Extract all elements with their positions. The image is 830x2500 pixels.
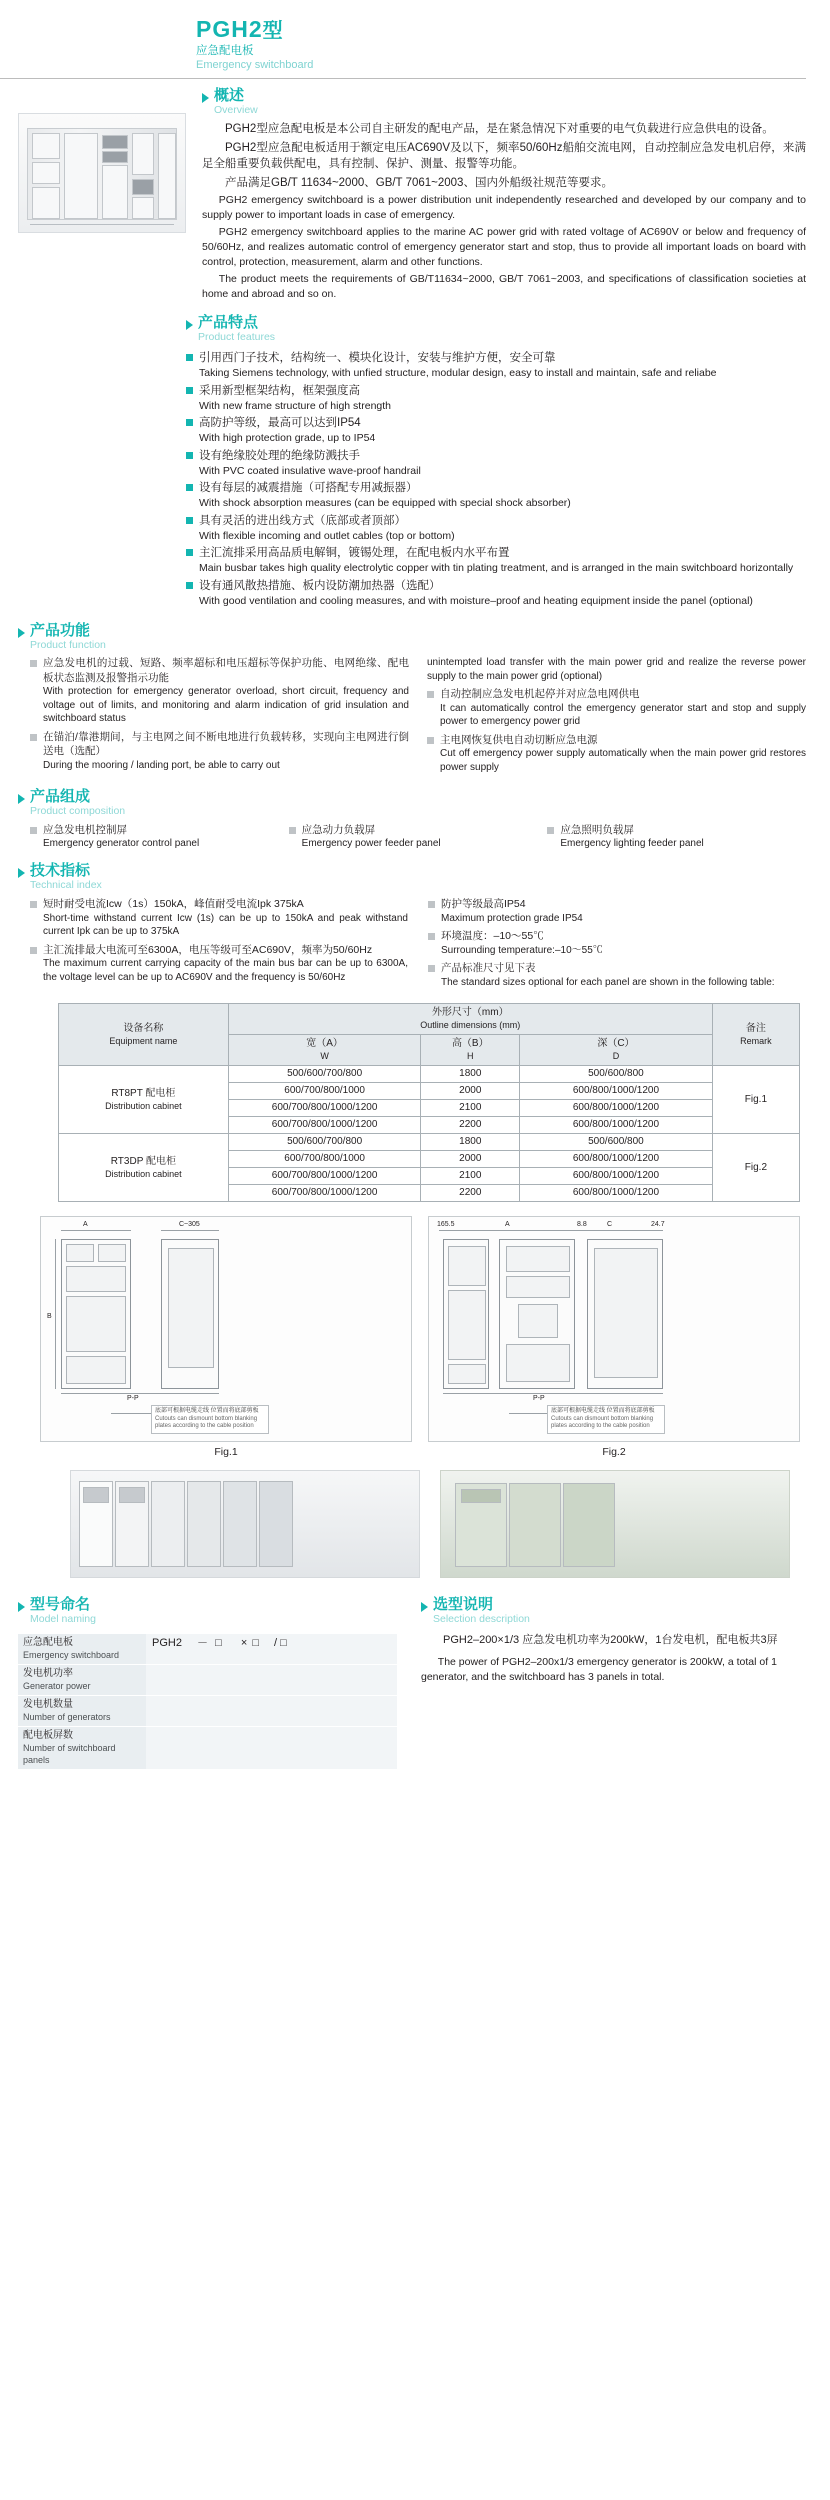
square-bullet-icon <box>427 737 434 744</box>
header-width-en: W <box>320 1051 329 1061</box>
table-row <box>59 1134 800 1151</box>
fig2-dim-mid: 8.8 <box>577 1221 587 1228</box>
fig1-panel-cell <box>66 1266 126 1292</box>
model-sep-1: － <box>197 1637 209 1649</box>
feature-label-cn: 设有通风散热措施、板内设防潮加热器（选配） <box>199 579 441 592</box>
feature-label-cn: 高防护等级，最高可以达到IP54 <box>199 417 361 429</box>
overview-paragraph-en: PGH2 emergency switchboard is a power distribution unit independently researched and developed by our company and to supply power to important loads in case of emergency. <box>202 194 806 221</box>
features-title-en: Product features <box>198 331 276 343</box>
fig2-dim-left: 165.5 <box>437 1221 455 1228</box>
fig2-side-body <box>594 1248 658 1378</box>
model-label <box>18 1696 146 1726</box>
model-label-cn: 发电机功率 <box>23 1668 73 1679</box>
model-label-cn: 应急配电板 <box>23 1637 73 1648</box>
feature-item <box>186 480 806 511</box>
photo-panel <box>509 1483 561 1567</box>
composition-item <box>30 823 289 850</box>
fig1-note <box>151 1405 269 1434</box>
cell-width: 500/600/700/800 <box>228 1134 421 1151</box>
square-bullet-icon <box>30 734 37 741</box>
model-naming-table <box>18 1634 397 1770</box>
feature-item <box>186 545 806 576</box>
header-width-cn: 宽（A） <box>306 1038 343 1049</box>
product-photo-column <box>18 87 194 304</box>
fig1-dim-line-bottom <box>61 1393 219 1394</box>
photo-panel <box>259 1481 293 1567</box>
cell-width: 600/700/800/1000 <box>228 1151 421 1168</box>
fig2-panel-cell <box>506 1246 570 1272</box>
equipment-name-en: Distribution cabinet <box>105 1100 182 1111</box>
photo-instrument <box>83 1487 109 1503</box>
fig1-dim-b: B <box>47 1313 52 1320</box>
model-box-3: □ <box>280 1637 287 1649</box>
square-bullet-icon <box>289 827 296 834</box>
product-photos-row <box>0 1458 830 1578</box>
composition-label-en: Emergency power feeder panel <box>301 838 441 849</box>
composition-label-en: Emergency lighting feeder panel <box>560 838 704 849</box>
model-naming-heading <box>18 1596 397 1626</box>
table-header-outline <box>228 1004 712 1035</box>
photo-panel <box>151 1481 185 1567</box>
technical-item <box>30 897 408 939</box>
page-title-model: PGH2 <box>196 16 263 42</box>
model-label-en: Generator power <box>23 1681 91 1691</box>
fig1-dim-line-depth <box>161 1230 219 1231</box>
model-naming-column <box>18 1596 397 1770</box>
feature-label-cn: 具有灵活的进出线方式（底部或者顶部） <box>199 514 406 527</box>
overview-heading <box>202 87 806 117</box>
fig1-dim-a: A <box>83 1221 88 1228</box>
fig1-caption: Fig.1 <box>214 1446 238 1458</box>
cell-height: 2000 <box>421 1083 520 1100</box>
header-outline-en: Outline dimensions (mm) <box>420 1020 521 1030</box>
features-heading <box>186 314 806 344</box>
technical-label-en: Short-time withstand current Icw (1s) can be up to 150kA and peak withstand current Ipk can be up to 375kA <box>43 912 408 937</box>
composition-item <box>289 823 548 850</box>
overview-paragraph: PGH2型应急配电板适用于额定电压AC690V及以下，频率50/60Hz船舶交流电网，自动控制应急发电机启停，来满足全船重要负载供配电，具有控制、保护、测量、报警等功能。 <box>202 141 806 170</box>
cell-remark: Fig.2 <box>712 1134 799 1202</box>
fig2-dim-line-top <box>439 1230 663 1231</box>
fig1-note-cn: 底部可根据电缆走线 位置而将底部剪板 <box>155 1408 259 1414</box>
fig1-panel-cell <box>66 1244 94 1262</box>
photo-panel-cell <box>132 197 154 219</box>
row-equipment-name <box>59 1134 229 1202</box>
table-header-row <box>59 1004 800 1035</box>
square-bullet-icon <box>427 691 434 698</box>
feature-item <box>186 415 806 446</box>
model-box-2: □ <box>252 1637 259 1649</box>
function-item <box>30 656 409 726</box>
table-header-width <box>228 1035 421 1066</box>
photo-instrument <box>102 135 128 149</box>
fig2-panel-cell <box>506 1344 570 1382</box>
equipment-name-en: Distribution cabinet <box>105 1168 182 1179</box>
photo-instrument <box>102 151 128 163</box>
fig2-side-view <box>587 1239 663 1389</box>
model-row <box>18 1634 397 1665</box>
feature-label-en: With shock absorption measures (can be equipped with special shock absorber) <box>199 497 571 509</box>
table-header-height <box>421 1035 520 1066</box>
function-right-column <box>427 656 806 778</box>
header-remark-en: Remark <box>740 1035 772 1046</box>
fig2-dim-line-bottom <box>443 1393 663 1394</box>
feature-item <box>186 513 806 544</box>
composition-item <box>547 823 806 850</box>
photo-divider <box>30 224 174 225</box>
square-bullet-icon <box>186 387 193 394</box>
table-header-depth <box>520 1035 713 1066</box>
page-header <box>0 0 806 79</box>
fig1-panel-cell <box>98 1244 126 1262</box>
technical-title-en: Technical index <box>30 879 102 891</box>
function-title-en: Product function <box>30 639 106 651</box>
model-box-1: □ <box>215 1637 222 1649</box>
square-bullet-icon <box>30 827 37 834</box>
header-height-cn: 高（B） <box>451 1038 489 1049</box>
technical-label-en: Maximum protection grade IP54 <box>441 912 583 924</box>
square-bullet-icon <box>186 484 193 491</box>
fig1-panel-louver <box>66 1356 126 1384</box>
function-left-column <box>30 656 409 778</box>
photo-instrument <box>132 179 154 195</box>
fig1-note-en: Cutouts can dismount bottom blanking plates according to the cable position <box>155 1415 258 1429</box>
function-label-cn: 在锚泊/靠港期间，与主电网之间不断电地进行负载转移，实现向主电网进行倒送电（选配） <box>43 730 409 757</box>
photo-panel-cell <box>64 133 98 219</box>
drawing-fig2 <box>428 1216 800 1442</box>
overview-text-column <box>194 87 806 304</box>
cell-width: 600/700/800/1000/1200 <box>228 1168 421 1185</box>
technical-title-cn: 技术指标 <box>30 862 91 879</box>
overview-paragraph: PGH2型应急配电板是本公司自主研发的配电产品，是在紧急情况下对重要的电气负载进行应急供电的设备。 <box>225 123 774 135</box>
cell-depth: 600/800/1000/1200 <box>520 1151 713 1168</box>
fig2-panel-cell <box>448 1246 486 1286</box>
product-photo-body <box>27 128 177 220</box>
function-item <box>427 687 806 729</box>
cell-depth: 600/800/1000/1200 <box>520 1168 713 1185</box>
fig1-front-view <box>61 1239 131 1389</box>
function-label-en: With protection for emergency generator overload, short circuit, frequency and voltage out of limits, and monitoring and alarm indication of grid insulation and switchboard status <box>43 686 409 724</box>
selection-column <box>421 1596 800 1770</box>
cell-depth: 600/800/1000/1200 <box>520 1117 713 1134</box>
function-label-cn: 主电网恢复供电自动切断应急电源 <box>440 733 598 746</box>
square-bullet-icon <box>186 549 193 556</box>
photo-switchboard-green <box>440 1470 790 1578</box>
photo-panel-cell <box>32 133 60 159</box>
feature-label-en: Main busbar takes high quality electrolytic copper with tin plating treatment, and is arranged in the main switchboard horizontally <box>199 562 794 574</box>
page-subtitle <box>196 44 806 72</box>
model-value <box>146 1727 397 1769</box>
composition-title-cn: 产品组成 <box>30 788 91 805</box>
model-label-cn: 发电机数量 <box>23 1699 73 1710</box>
fig2-section-label: P-P <box>533 1395 545 1402</box>
composition-title-en: Product composition <box>30 805 126 817</box>
model-label-cn: 配电板屏数 <box>23 1730 73 1741</box>
fig2-left-view <box>443 1239 489 1389</box>
fig1-dim-line-left <box>55 1239 56 1389</box>
photo-instrument <box>461 1489 501 1503</box>
fig2-note-en: Cutouts can dismount bottom blanking plates according to the cable position <box>551 1415 654 1429</box>
technical-label-cn: 防护等级最高IP54 <box>441 898 526 910</box>
composition-label-cn: 应急动力负载屏 <box>301 824 376 836</box>
technical-item <box>30 943 408 985</box>
fig1-side-body <box>168 1248 214 1368</box>
selection-title-cn: 选型说明 <box>433 1596 494 1613</box>
page-title <box>196 14 283 43</box>
triangle-icon <box>18 1602 25 1612</box>
feature-label-cn: 引用西门子技术，结构统一、模块化设计，安装与维护方便，安全可靠 <box>199 352 556 364</box>
model-value <box>146 1696 397 1726</box>
function-section <box>0 610 830 778</box>
cell-width: 600/700/800/1000/1200 <box>228 1100 421 1117</box>
composition-label-cn: 应急发电机控制屏 <box>43 824 127 836</box>
header-depth-en: D <box>612 1051 620 1061</box>
triangle-icon <box>18 628 25 638</box>
square-bullet-icon <box>186 354 193 361</box>
cell-width: 600/700/800/1000/1200 <box>228 1185 421 1202</box>
technical-item <box>428 897 806 925</box>
function-item-continued <box>427 656 806 683</box>
features-section <box>0 304 830 608</box>
model-row <box>18 1696 397 1727</box>
triangle-icon <box>202 93 209 103</box>
triangle-icon <box>421 1602 428 1612</box>
photo-switchboard-grey <box>70 1470 420 1578</box>
photo-panel <box>223 1481 257 1567</box>
model-row <box>18 1665 397 1696</box>
technical-item <box>428 929 806 957</box>
cell-height: 2200 <box>421 1185 520 1202</box>
square-bullet-icon <box>30 660 37 667</box>
cell-height: 2100 <box>421 1168 520 1185</box>
cell-depth: 500/600/800 <box>520 1066 713 1083</box>
drawing-fig1 <box>40 1216 412 1442</box>
dimensions-table-wrapper <box>0 993 830 1202</box>
overview-paragraph: 产品满足GB/T 11634~2000、GB/T 7061~2003、国内外船级社规范等要求。 <box>225 176 613 189</box>
fig2-panel-cell <box>448 1290 486 1360</box>
triangle-icon <box>18 794 25 804</box>
fig2-dim-right: 24.7 <box>651 1221 665 1228</box>
selection-title-en: Selection description <box>433 1613 530 1625</box>
feature-label-cn: 采用新型框架结构，框架强度高 <box>199 384 360 397</box>
composition-heading <box>18 788 806 818</box>
fig1-dim-line-top <box>61 1230 131 1231</box>
technical-left-column <box>30 897 408 993</box>
fig2-dim-a: A <box>505 1221 510 1228</box>
cell-width: 500/600/700/800 <box>228 1066 421 1083</box>
fig2-dim-c: C <box>607 1221 613 1228</box>
fig1-note-leader <box>111 1413 151 1414</box>
function-title-cn: 产品功能 <box>30 622 91 639</box>
model-sep-2: × <box>240 1637 248 1649</box>
model-naming-title-en: Model naming <box>30 1613 96 1625</box>
composition-label-en: Emergency generator control panel <box>43 838 200 849</box>
technical-label-cn: 主汇流排最大电流可至6300A，电压等级可至AC690V，频率为50/60Hz <box>43 943 373 956</box>
triangle-icon <box>186 320 193 330</box>
photo-panel-cell <box>102 165 128 219</box>
square-bullet-icon <box>428 901 435 908</box>
product-photo <box>18 113 186 233</box>
feature-item <box>186 578 806 609</box>
drawings-row <box>0 1202 830 1442</box>
fig2-front-view <box>499 1239 575 1389</box>
model-label-en: Number of switchboard panels <box>23 1743 116 1765</box>
model-label-en: Emergency switchboard <box>23 1650 120 1660</box>
photo-panel-cell <box>32 162 60 184</box>
square-bullet-icon <box>186 517 193 524</box>
feature-item <box>186 350 806 381</box>
cell-height: 1800 <box>421 1134 520 1151</box>
header-depth-cn: 深（C） <box>597 1038 635 1049</box>
cell-depth: 600/800/1000/1200 <box>520 1083 713 1100</box>
page-subtitle-en: Emergency switchboard <box>196 59 314 71</box>
feature-label-en: With high protection grade, up to IP54 <box>199 432 376 444</box>
equipment-name-cn: RT3DP 配电柜 <box>110 1155 176 1167</box>
model-label <box>18 1665 146 1695</box>
page-title-suffix: 型 <box>262 20 284 42</box>
photo-panel-cell <box>158 133 176 219</box>
technical-label-en: The standard sizes optional for each panel are shown in the following table: <box>441 976 775 988</box>
features-title-cn: 产品特点 <box>198 314 259 331</box>
technical-heading <box>18 862 806 892</box>
model-code-value <box>146 1634 397 1664</box>
photo-panel <box>187 1481 221 1567</box>
function-label-en: It can automatically control the emergency generator start and stop and supply power to emergency power grid <box>440 702 806 727</box>
photo-panel-cell <box>32 187 60 219</box>
composition-label-cn: 应急照明负载屏 <box>560 824 634 836</box>
fig1-dim-c: C~305 <box>179 1221 200 1228</box>
cell-width: 600/700/800/1000 <box>228 1083 421 1100</box>
feature-label-en: With good ventilation and cooling measures, and with moisture–proof and heating equipment inside the panel (optional) <box>199 594 753 607</box>
photo-panel <box>563 1483 615 1567</box>
overview-section <box>0 79 830 304</box>
feature-label-en: With flexible incoming and outlet cables (top or bottom) <box>199 529 455 542</box>
page-subtitle-cn: 应急配电板 <box>196 45 254 57</box>
model-label <box>18 1634 146 1664</box>
function-label-en: Cut off emergency power supply automatically when the main power grid restores power supply <box>440 748 806 773</box>
technical-section <box>0 850 830 993</box>
header-height-en: H <box>467 1051 474 1061</box>
model-row <box>18 1727 397 1770</box>
feature-label-en: Taking Siemens technology, with unfied structure, modular design, easy to install and maintain, safe and reliabe <box>199 367 717 379</box>
cell-height: 2000 <box>421 1151 520 1168</box>
table-header-remark <box>712 1004 799 1066</box>
function-label-en: During the mooring / landing port, be able to carry out <box>43 759 280 771</box>
fig2-note <box>547 1405 665 1434</box>
dimensions-table <box>58 1003 800 1202</box>
model-code: PGH2 <box>152 1637 182 1649</box>
fig2-note-leader <box>509 1413 547 1414</box>
overview-paragraph-en: The product meets the requirements of GB/T11634~2000, GB/T 7061~2003, and specifications of classification societies at home and abroad and so on. <box>202 273 806 300</box>
fig2-panel-door <box>518 1304 558 1338</box>
model-label <box>18 1727 146 1769</box>
technical-label-en: The maximum current carrying capacity of the main bus bar can be up to 6300A, the voltage level can be up to AC690V and the frequency is 50/60Hz <box>43 958 408 983</box>
square-bullet-icon <box>186 452 193 459</box>
technical-right-column <box>428 897 806 993</box>
function-item <box>30 730 409 773</box>
fig2-note-cn: 底部可根据电缆走线 位置而将底部剪板 <box>551 1408 655 1414</box>
square-bullet-icon <box>428 965 435 972</box>
selection-text-cn: PGH2–200×1/3 应急发电机功率为200kW，1台发电机，配电板共3屏 <box>443 1634 778 1646</box>
photo-panel-cell <box>132 133 154 175</box>
header-equipment-en: Equipment name <box>109 1035 178 1046</box>
technical-item <box>428 961 806 989</box>
cell-height: 2100 <box>421 1100 520 1117</box>
square-bullet-icon <box>30 901 37 908</box>
model-sep-3: / <box>274 1637 278 1649</box>
selection-text-en: The power of PGH2–200x1/3 emergency generator is 200kW, a total of 1 generator, and the switchboard has 3 panels in total. <box>421 1655 777 1683</box>
fig2-panel-louver <box>448 1364 486 1384</box>
square-bullet-icon <box>186 419 193 426</box>
technical-label-cn: 产品标准尺寸见下表 <box>441 962 536 974</box>
model-label-en: Number of generators <box>23 1712 111 1722</box>
feature-item <box>186 448 806 479</box>
table-row <box>59 1066 800 1083</box>
overview-paragraph-en: PGH2 emergency switchboard applies to the marine AC power grid with rated voltage of AC690V or below and frequency of 50/60Hz, and realizes automatic control of emergency generator start and stop, thus to provide all important loads on board with control, protection, measurement, alarm and other functions. <box>202 226 806 268</box>
technical-label-cn: 环境温度：–10～55℃ <box>441 930 544 942</box>
photo-instrument <box>119 1487 145 1503</box>
feature-item <box>186 383 806 414</box>
cell-height: 2200 <box>421 1117 520 1134</box>
cell-depth: 600/800/1000/1200 <box>520 1185 713 1202</box>
model-value <box>146 1665 397 1695</box>
bottom-section <box>0 1578 830 1794</box>
feature-label-cn: 设有绝缘胶处理的绝缘防溅扶手 <box>199 449 360 462</box>
square-bullet-icon <box>547 827 554 834</box>
square-bullet-icon <box>186 582 193 589</box>
function-label-cn: 自动控制应急发电机起停并对应急电网供电 <box>440 688 640 700</box>
overview-title-cn: 概述 <box>214 87 245 104</box>
feature-label-en: With new frame structure of high strength <box>199 399 391 412</box>
cell-remark: Fig.1 <box>712 1066 799 1134</box>
fig2-caption: Fig.2 <box>602 1446 626 1458</box>
fig2-panel-cell <box>506 1276 570 1298</box>
technical-label-en: Surrounding temperature:–10～55℃ <box>441 944 603 956</box>
function-item <box>427 733 806 775</box>
figure-captions-row <box>0 1442 830 1458</box>
equipment-name-cn: RT8PT 配电柜 <box>111 1087 176 1099</box>
feature-label-cn: 设有每层的减震措施（可搭配专用减振器） <box>199 482 418 494</box>
overview-title-en: Overview <box>214 104 258 116</box>
fig1-side-view <box>161 1239 219 1389</box>
fig1-section-label: P-P <box>127 1395 139 1402</box>
cell-depth: 500/600/800 <box>520 1134 713 1151</box>
selection-heading <box>421 1596 800 1626</box>
header-outline-cn: 外形尺寸（mm） <box>431 1007 509 1018</box>
model-naming-title-cn: 型号命名 <box>30 1596 91 1613</box>
feature-label-cn: 主汇流排采用高品质电解铜，镀锡处理，在配电板内水平布置 <box>199 547 510 559</box>
cell-width: 600/700/800/1000/1200 <box>228 1117 421 1134</box>
cell-depth: 600/800/1000/1200 <box>520 1100 713 1117</box>
row-equipment-name <box>59 1066 229 1134</box>
technical-label-cn: 短时耐受电流Icw（1s）150kA，峰值耐受电流Ipk 375kA <box>43 898 304 910</box>
composition-section <box>0 778 830 850</box>
function-heading <box>18 622 806 652</box>
table-header-equipment <box>59 1004 229 1066</box>
function-label-cn: 应急发电机的过载、短路、频率超标和电压超标等保护功能、电网绝缘、配电板状态监测及报警指示功能 <box>43 657 409 684</box>
feature-label-en: With PVC coated insulative wave-proof handrail <box>199 464 421 477</box>
square-bullet-icon <box>428 933 435 940</box>
function-label-en: unintempted load transfer with the main power grid and realize the reverse power supply to the main power grid (optional) <box>427 657 806 682</box>
header-equipment-cn: 设备名称 <box>123 1022 164 1034</box>
triangle-icon <box>18 868 25 878</box>
header-remark-cn: 备注 <box>745 1022 766 1034</box>
fig1-panel-cell <box>66 1296 126 1352</box>
cell-height: 1800 <box>421 1066 520 1083</box>
square-bullet-icon <box>30 947 37 954</box>
